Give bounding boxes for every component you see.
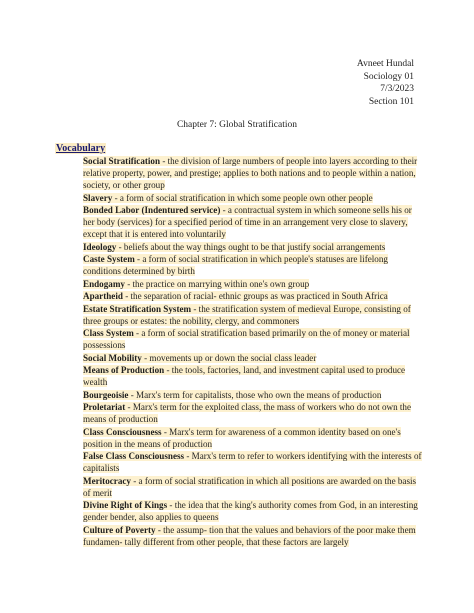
- vocab-entry: [83, 389, 423, 401]
- vocab-entry: [83, 327, 423, 351]
- vocab-definition: - a form of social stratification based primarily on the of money or material possessions: [83, 328, 410, 350]
- document-date: 7/3/2023: [380, 84, 414, 94]
- vocab-term: Bonded Labor (Indentured service): [83, 205, 221, 215]
- vocab-entry: [83, 426, 423, 450]
- vocab-term: Endogamy: [83, 278, 125, 289]
- vocab-definition: - the tools, factories, land, and investment capital used to produce wealth: [83, 365, 406, 387]
- vocab-term: Proletariat: [83, 402, 126, 412]
- vocab-term: Caste System: [83, 254, 135, 264]
- vocab-definition: - a form of social stratification in which people's statuses are lifelong conditions determined by birth: [83, 254, 388, 276]
- chapter-title: Chapter 7: Global Stratification: [176, 120, 298, 130]
- vocab-definition: - the practice on marrying within one's own group: [124, 278, 310, 289]
- vocab-definition: - Marx's term for awareness of a common identity based on one's position in the means of production: [83, 426, 401, 449]
- vocab-definition: - the assump- tion that the values and behaviors of the poor make them fundamen- tally different from other people, that these factors are largely: [83, 524, 416, 547]
- vocabulary-list: [83, 155, 423, 548]
- vocab-entry: [83, 303, 423, 327]
- vocab-definition: - Marx's term for the exploited class, the mass of workers who do not own the means of production: [83, 402, 412, 424]
- vocab-definition: - a form of social stratification in which some people own other people: [112, 192, 373, 203]
- vocab-term: Bourgeoisie: [83, 389, 129, 400]
- vocab-entry: [83, 192, 423, 204]
- vocab-definition: - the idea that the king's authority comes from God, in an interesting gender bender, also applies to queens: [83, 500, 418, 522]
- vocab-definition: - the stratification system of medieval Europe, consisting of three groups or estates: the nobility, clergy, and commoners: [83, 303, 411, 326]
- vocab-term: Meritocracy: [83, 475, 131, 486]
- course-name: Sociology 01: [363, 71, 414, 82]
- vocab-term: Slavery: [83, 192, 113, 203]
- vocab-definition: - the division of large numbers of people into layers according to their relative property, power, and prestige; applies to both nations and to people within a nation, society, or other group: [83, 156, 418, 190]
- vocab-term: Class Consciousness: [83, 426, 162, 437]
- vocab-entry: [83, 524, 423, 548]
- vocab-definition: - Marx's term for capitalists, those who own the means of production: [128, 389, 382, 400]
- vocab-definition: - Marx's term to refer to workers identifying with the interests of capitalists: [83, 451, 422, 473]
- vocabulary-heading: Vocabulary: [56, 143, 106, 154]
- vocab-term: Ideology: [83, 241, 117, 252]
- vocab-entry: [83, 401, 423, 425]
- vocab-definition: - a form of social stratification in which all positions are awarded on the basis of merit: [83, 475, 417, 498]
- vocab-entry: [83, 364, 423, 388]
- vocab-entry: [83, 278, 423, 290]
- vocab-entry: [83, 253, 423, 277]
- vocab-entry: [83, 241, 423, 253]
- vocab-definition: - the separation of racial- ethnic groups as was practiced in South Africa: [122, 291, 388, 301]
- vocab-entry: [83, 352, 423, 364]
- vocab-term: Means of Production: [83, 365, 165, 375]
- vocab-entry: [83, 450, 423, 474]
- vocab-entry: [83, 499, 423, 523]
- vocab-term: False Class Consciousness: [83, 451, 185, 461]
- vocab-term: Class System: [83, 328, 134, 338]
- vocab-term: Social Stratification: [83, 156, 161, 166]
- vocab-term: Divine Right of Kings: [83, 500, 168, 510]
- vocab-entry: [83, 475, 423, 499]
- vocab-term: Apartheid: [83, 291, 123, 301]
- vocab-definition: - beliefs about the way things ought to be that justify social arrangements: [116, 241, 386, 252]
- vocab-entry: [83, 155, 423, 191]
- vocab-term: Culture of Poverty: [83, 524, 156, 535]
- vocab-entry: [83, 204, 423, 240]
- course-section: Section 101: [368, 96, 414, 107]
- vocab-definition: - a contractual system in which someone sells his or her body (services) for a specified period of time in an arrangement very close to slavery, except that it is entered into voluntarily: [83, 205, 412, 239]
- vocab-definition: - movements up or down the social class leader: [141, 352, 317, 363]
- document-header: [357, 58, 414, 108]
- author-name: Avneet Hundal: [356, 59, 414, 69]
- vocab-entry: [83, 290, 423, 302]
- vocab-term: Estate Stratification System: [83, 303, 192, 314]
- vocab-term: Social Mobility: [83, 352, 142, 363]
